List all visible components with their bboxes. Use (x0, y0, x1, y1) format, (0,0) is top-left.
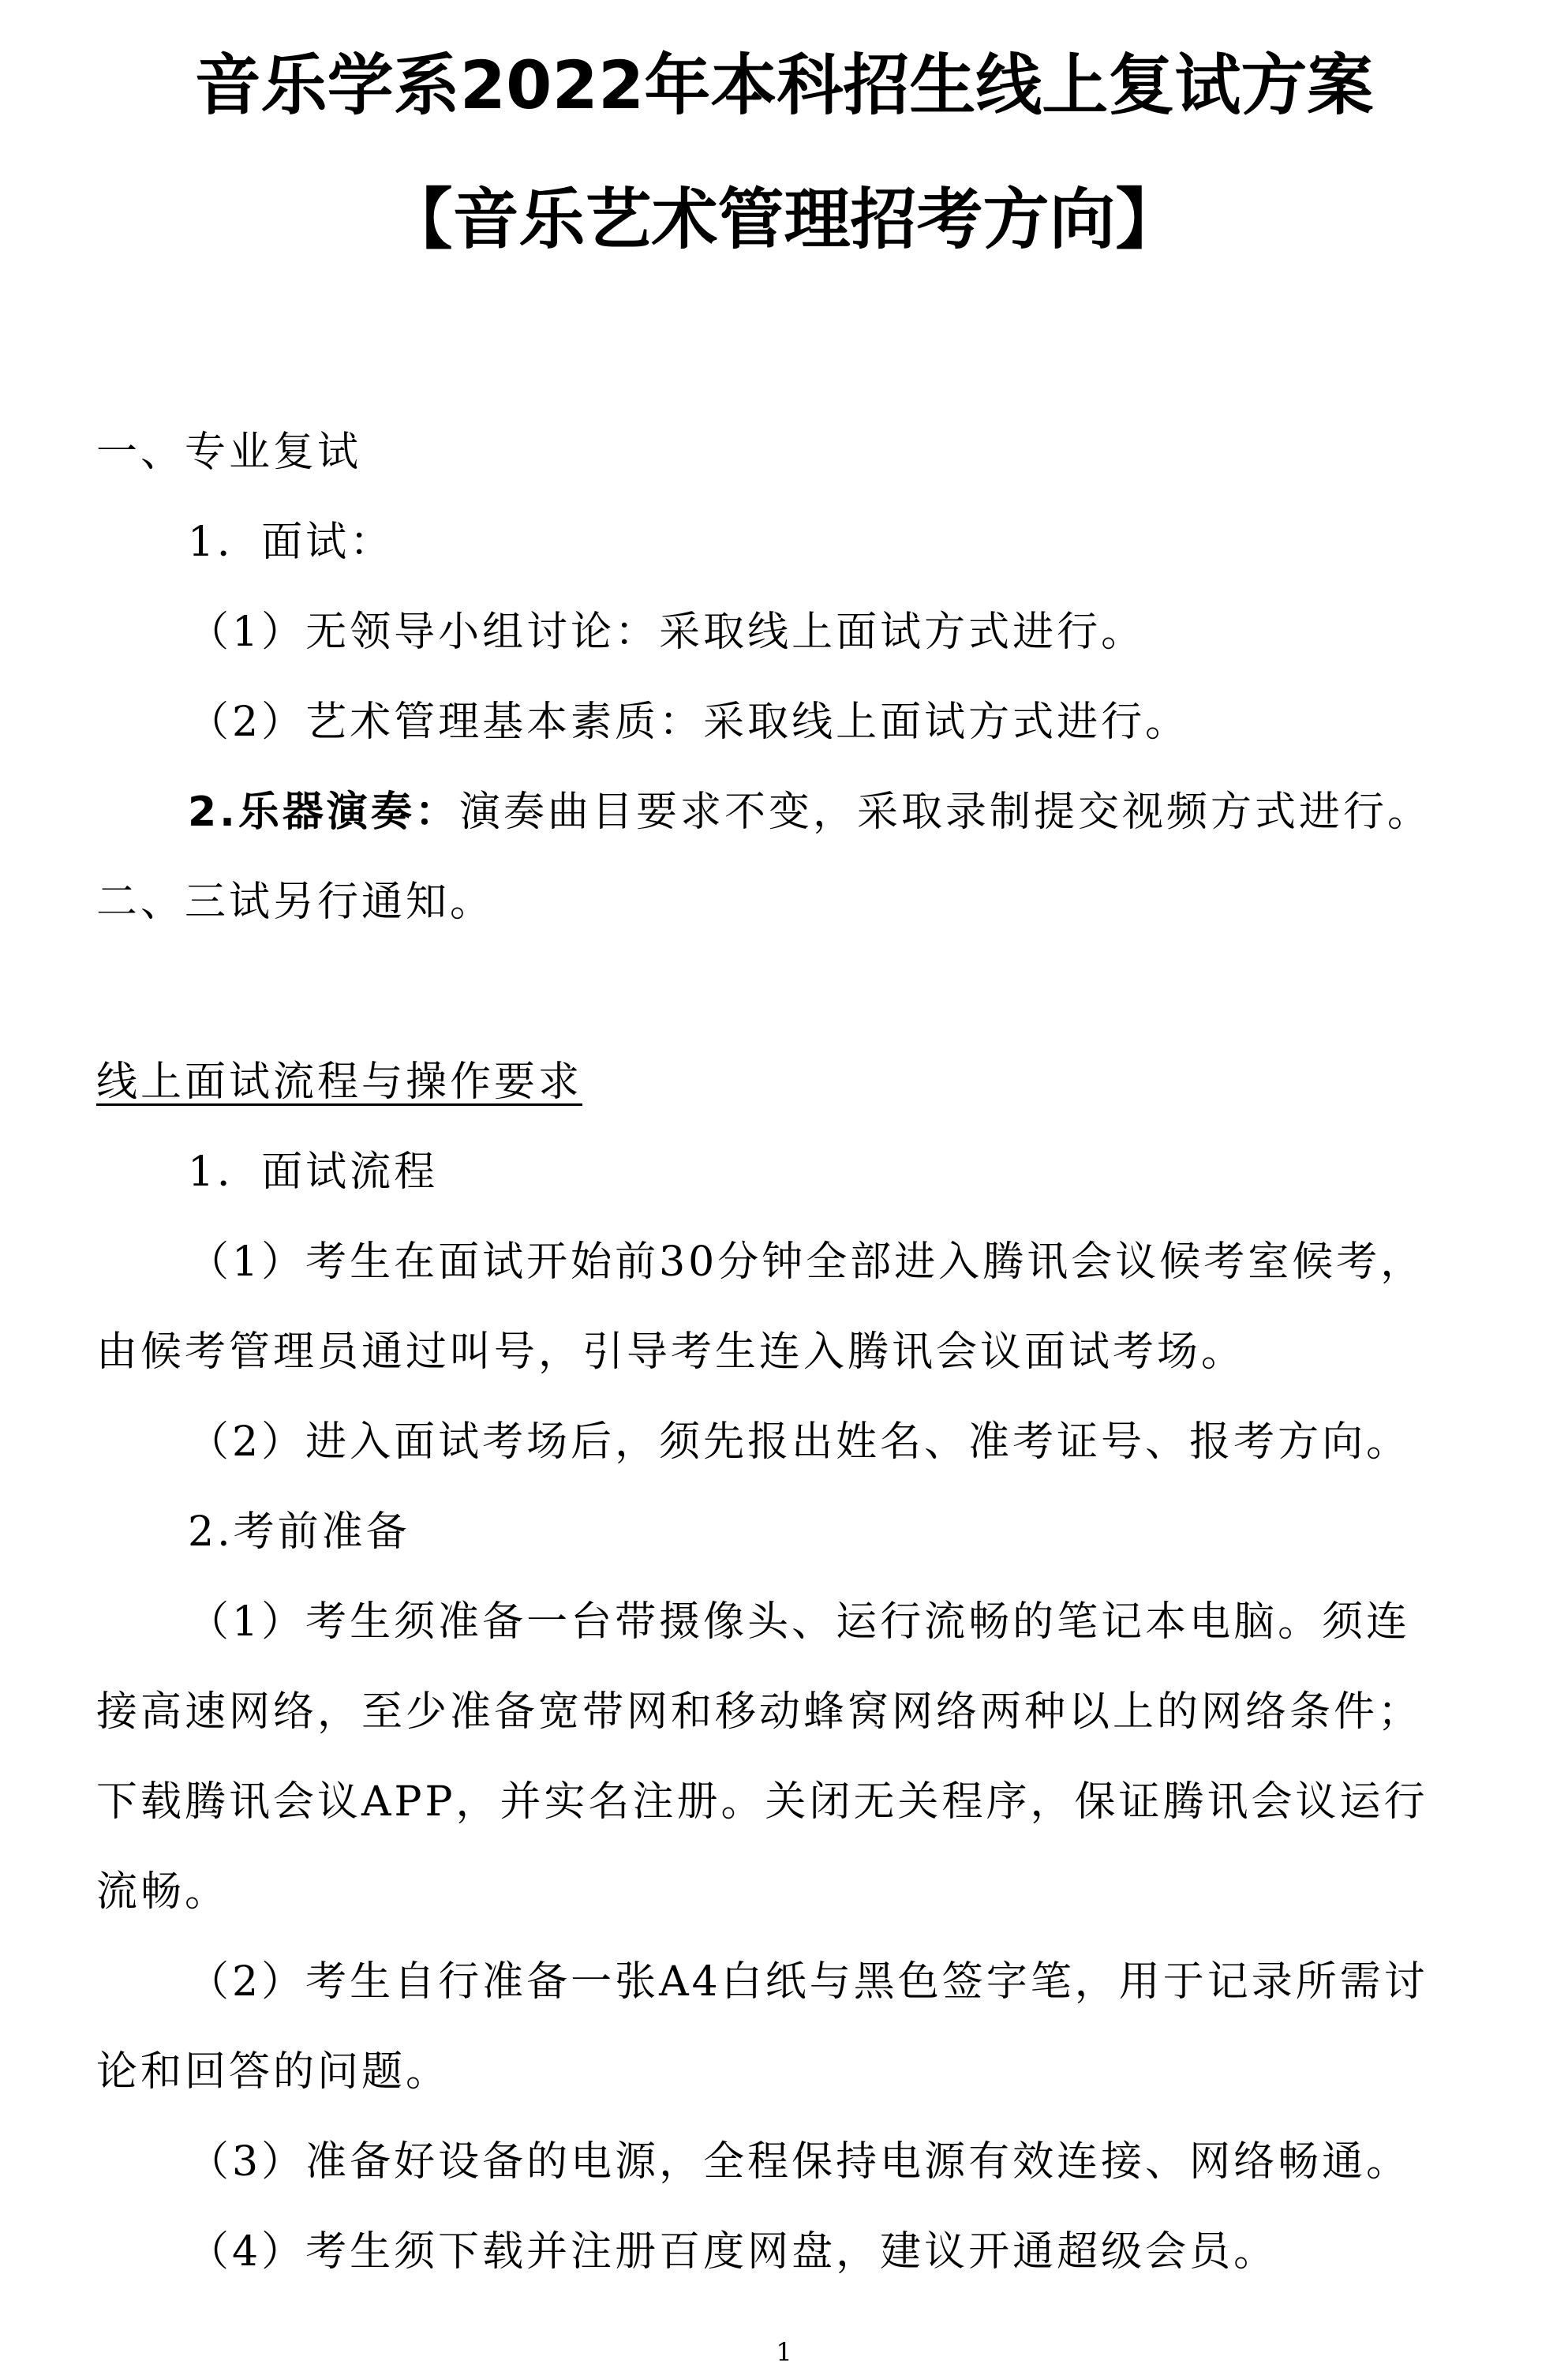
instrument-label: 2.乐器演奏： (188, 789, 459, 836)
page-number: 1 (776, 2337, 792, 2367)
item-instrument-performance (188, 785, 1431, 840)
document-title: 音乐学系2022年本科招生线上复试方案 (194, 47, 1374, 124)
section-heading-1: 一、专业复试 (96, 429, 362, 476)
prep-4: （4）考生须下载并注册百度网盘，建议开通超级会员。 (188, 2228, 1278, 2276)
prep-3: （3）准备好设备的电源，全程保持电源有效连接、网络畅通。 (188, 2138, 1411, 2186)
document-subtitle: 【音乐艺术管理招考方向】 (386, 181, 1182, 258)
process-step-1-line-2: 由候考管理员通过叫号，引导考生连入腾讯会议面试考场。 (96, 1328, 1246, 1376)
preparation-heading: 2.考前准备 (188, 1508, 410, 1556)
interview-process-heading: 1．面试流程 (188, 1148, 439, 1196)
prep-1-line-4: 流畅。 (96, 1868, 230, 1916)
process-step-1-line-1: （1）考生在面试开始前30分钟全部进入腾讯会议候考室候考， (188, 1238, 1425, 1286)
item-basic-quality: （2）艺术管理基本素质：采取线上面试方式进行。 (188, 699, 1190, 746)
item-group-discussion: （1）无领导小组讨论：采取线上面试方式进行。 (188, 609, 1146, 656)
prep-2-line-2: 论和回答的问题。 (96, 2048, 451, 2096)
prep-1-line-2: 接高速网络，至少准备宽带网和移动蜂窝网络两种以上的网络条件； (96, 1688, 1423, 1736)
prep-2-line-1: （2）考生自行准备一张A4白纸与黑色签字笔，用于记录所需讨 (188, 1958, 1428, 2006)
item-interview: 1．面试： (188, 519, 395, 566)
prep-1-line-1: （1）考生须准备一台带摄像头、运行流畅的笔记本电脑。须连 (188, 1598, 1411, 1646)
instrument-text: 演奏曲目要求不变，采取录制提交视频方式进行。 (458, 789, 1431, 836)
process-step-2: （2）进入面试考场后，须先报出姓名、准考证号、报考方向。 (188, 1418, 1411, 1466)
section-heading-2: 二、三试另行通知。 (96, 879, 495, 926)
prep-1-line-3: 下载腾讯会议APP，并实名注册。关闭无关程序，保证腾讯会议运行 (96, 1778, 1428, 1826)
process-heading: 线上面试流程与操作要求 (96, 1058, 583, 1106)
